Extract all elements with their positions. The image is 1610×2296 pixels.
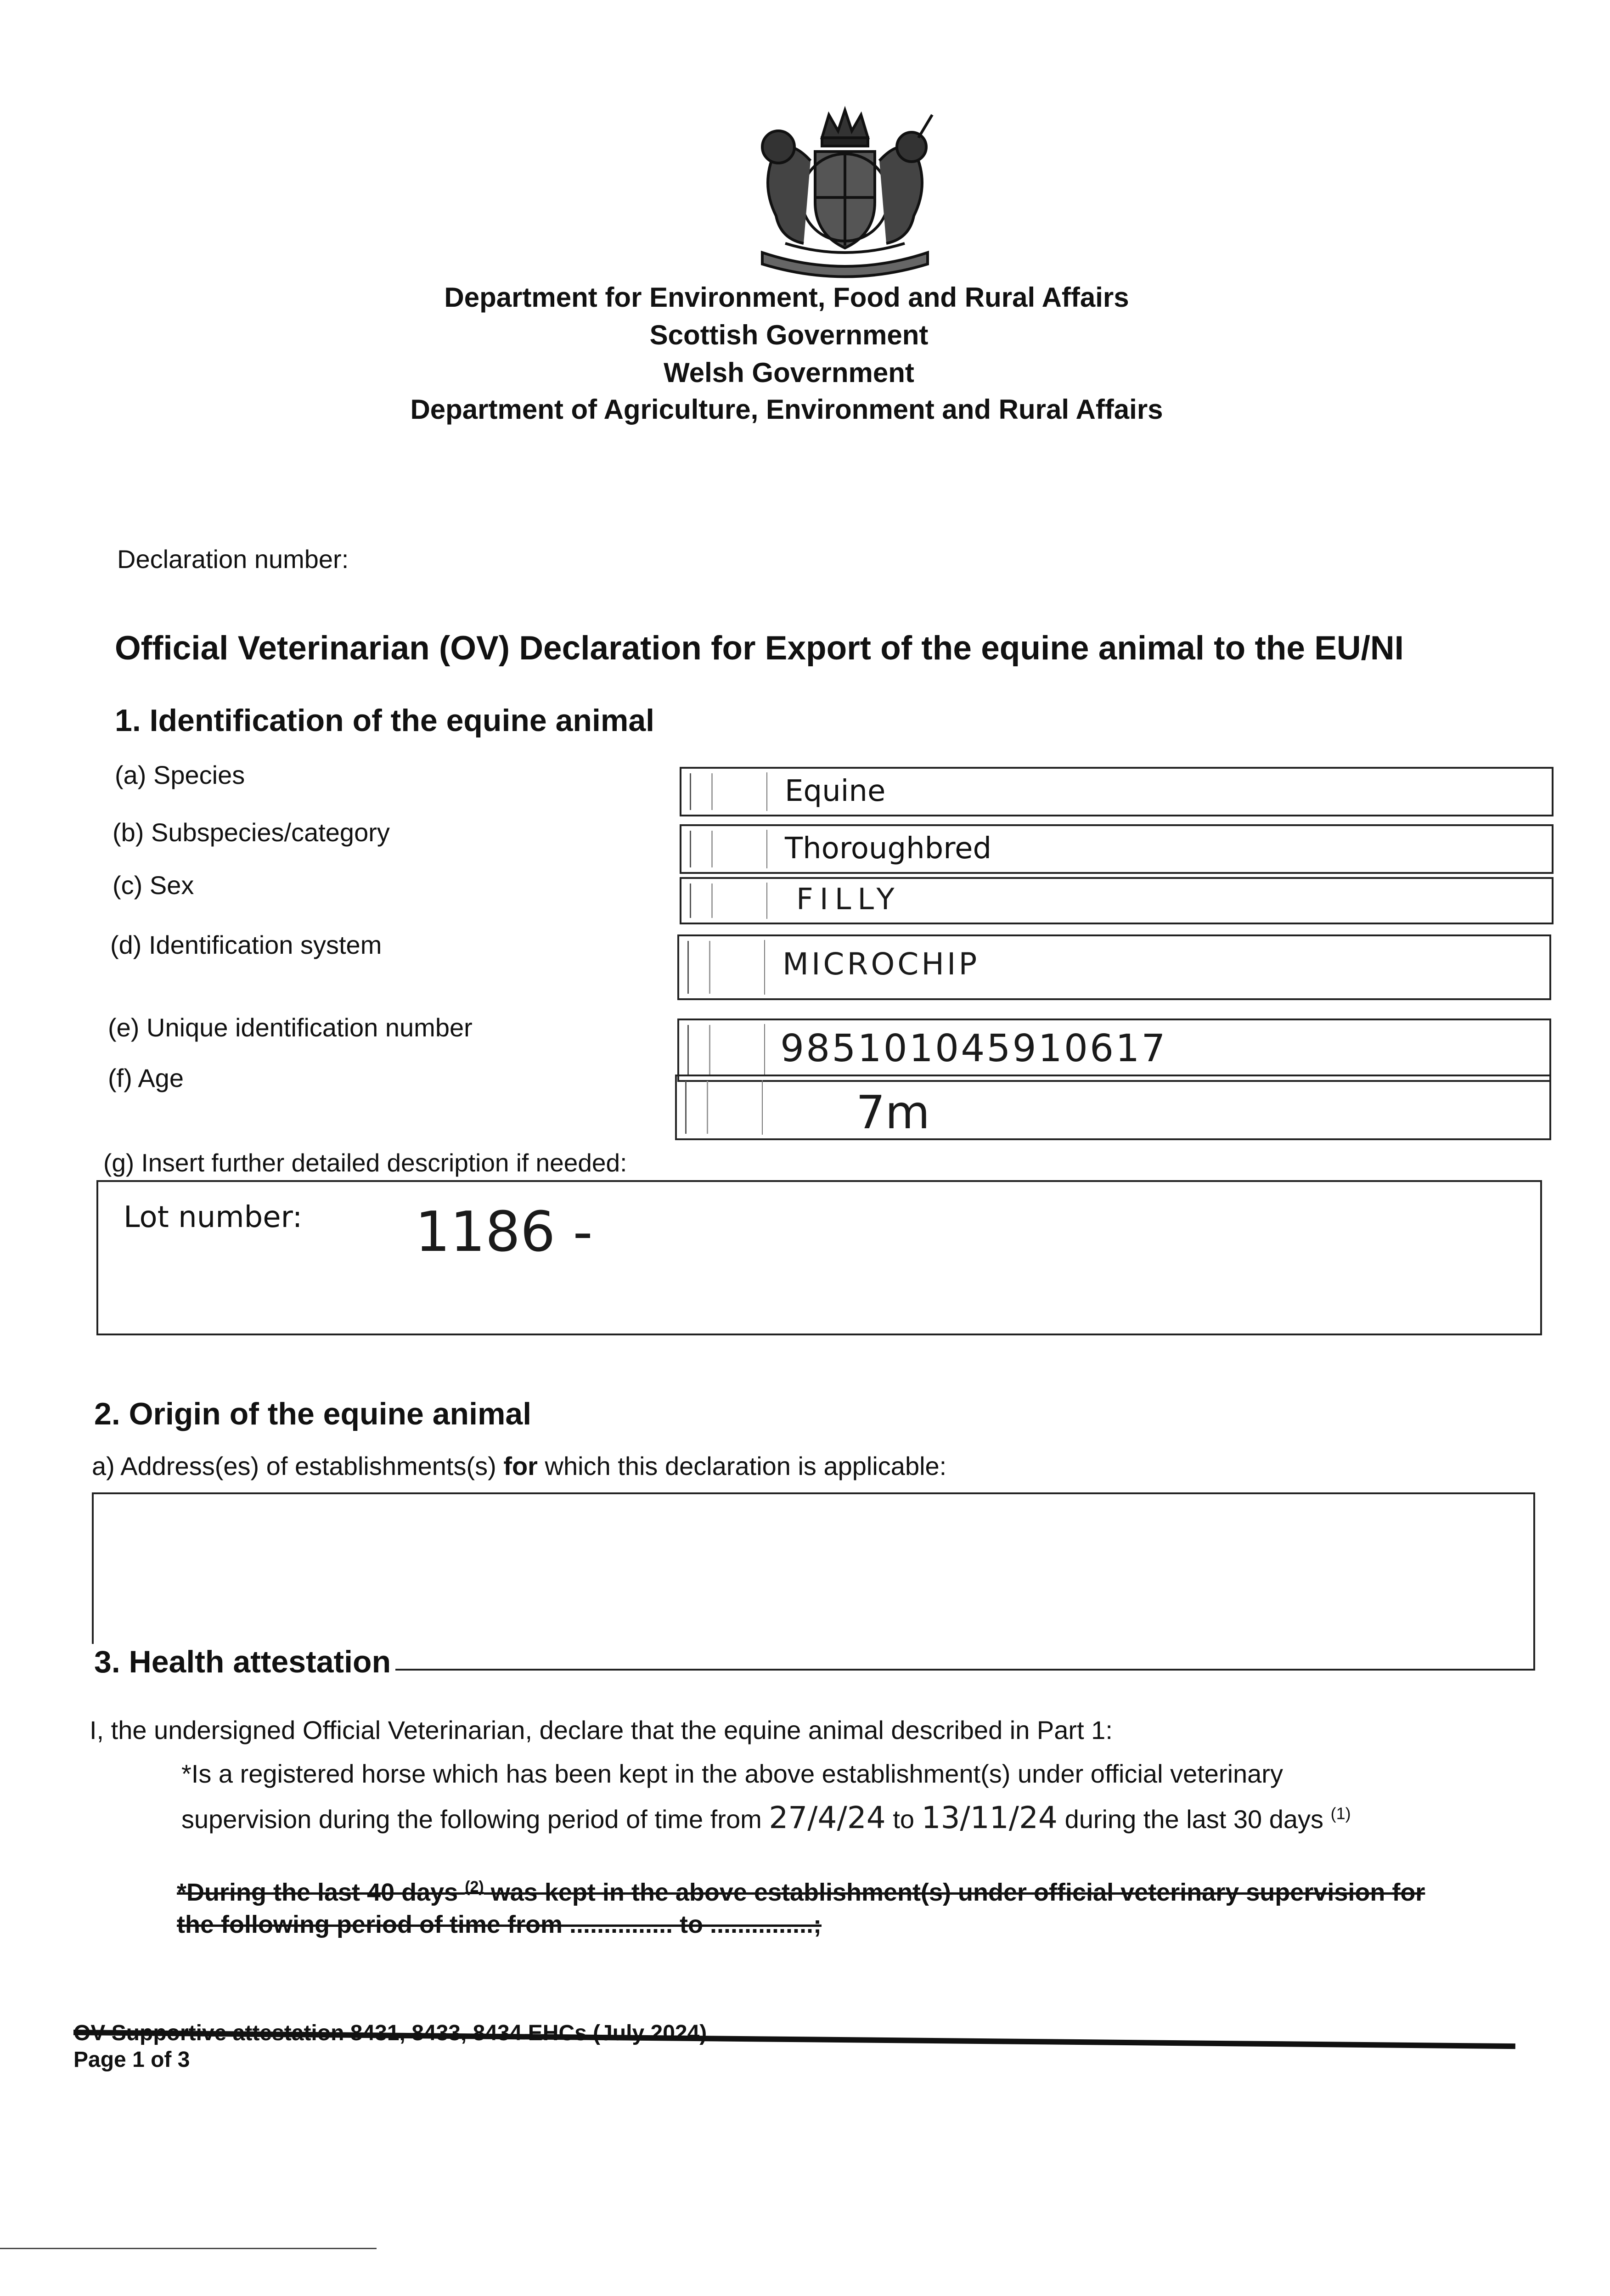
health-intro: I, the undersigned Official Veterinarian, declare that the equine animal described in Part 1: (90, 1716, 1113, 1745)
identification-system-field[interactable] (677, 934, 1551, 1000)
species-label: (a) Species (115, 760, 245, 789)
clause-2-text-start: *During the last 40 days (177, 1879, 465, 1906)
department-line-1: Department for Environment, Food and Rural Affairs (444, 282, 1129, 313)
section-3-heading: 3. Health attestation (90, 1644, 395, 1680)
department-line-2: Scottish Government (649, 320, 929, 350)
to-word: to (893, 1805, 915, 1834)
declaration-number-label: Declaration number: (117, 545, 349, 574)
sex-label: (c) Sex (113, 871, 194, 900)
clause-2-line-2: the following period of time from ............... to ...............; (177, 1911, 822, 1938)
clause-1-line-1: *Is a registered horse which has been kept in the above establishment(s) under official veterinary (181, 1759, 1283, 1788)
address-label (92, 1451, 946, 1481)
further-description-label: (g) Insert further detailed description if needed: (103, 1148, 627, 1177)
footnote-2: (2) (465, 1878, 484, 1896)
section-2-heading: 2. Origin of the equine animal (94, 1396, 532, 1431)
clause-1-text-end: during the last 30 days (1064, 1805, 1324, 1834)
royal-coat-of-arms-emblem (735, 106, 955, 280)
subspecies-field[interactable] (680, 824, 1554, 874)
department-line-3: Welsh Government (664, 357, 914, 388)
address-label-start: a) Address(es) of establishments(s) (92, 1452, 504, 1480)
section-1-heading: 1. Identification of the equine animal (115, 703, 655, 738)
footnote-1: (1) (1330, 1804, 1351, 1823)
age-label: (f) Age (108, 1064, 184, 1092)
subspecies-label: (b) Subspecies/category (113, 818, 390, 847)
unique-id-value: 985101045910617 (780, 1027, 1167, 1070)
sex-field[interactable] (680, 877, 1554, 924)
form-title: Official Veterinarian (OV) Declaration for Export of the equine animal to the EU/NI (115, 630, 1404, 667)
unique-id-field[interactable] (677, 1019, 1551, 1082)
sex-value: FILLY (796, 883, 901, 917)
scan-edge-line (0, 2248, 377, 2249)
age-field[interactable] (675, 1075, 1551, 1140)
date-from-value: 27/4/24 (769, 1800, 886, 1835)
further-description-field[interactable] (96, 1180, 1542, 1335)
unique-id-label: (e) Unique identification number (108, 1013, 473, 1042)
lot-number-label: Lot number: (124, 1200, 303, 1234)
clause-2-line-1 (177, 1878, 1425, 1907)
clause-1-text-start: supervision during the following period of time from (181, 1805, 762, 1834)
footer-page-number: Page 1 of 3 (73, 2048, 190, 2072)
date-to-value: 13/11/24 (921, 1800, 1058, 1835)
address-label-bold: for (503, 1452, 538, 1480)
address-label-end: which this declaration is applicable: (537, 1452, 947, 1480)
identification-system-value: MICROCHIP (782, 946, 980, 982)
species-field[interactable] (680, 767, 1554, 816)
clause-1-line-2 (181, 1800, 1351, 1835)
lot-number-value: 1186 - (415, 1200, 593, 1264)
subspecies-value: Thoroughbred (785, 832, 992, 866)
species-value: Equine (785, 774, 886, 808)
identification-system-label: (d) Identification system (110, 930, 382, 959)
department-line-4: Department of Agriculture, Environment and Rural Affairs (410, 394, 1163, 425)
clause-2-text-end: was kept in the above establishment(s) under official veterinary supervision for (484, 1879, 1425, 1906)
age-value: 7m (856, 1086, 930, 1139)
footer-attestation: OV Supportive attestation 8431, 8433, 8434 EHCs (July 2024) (73, 2021, 707, 2045)
